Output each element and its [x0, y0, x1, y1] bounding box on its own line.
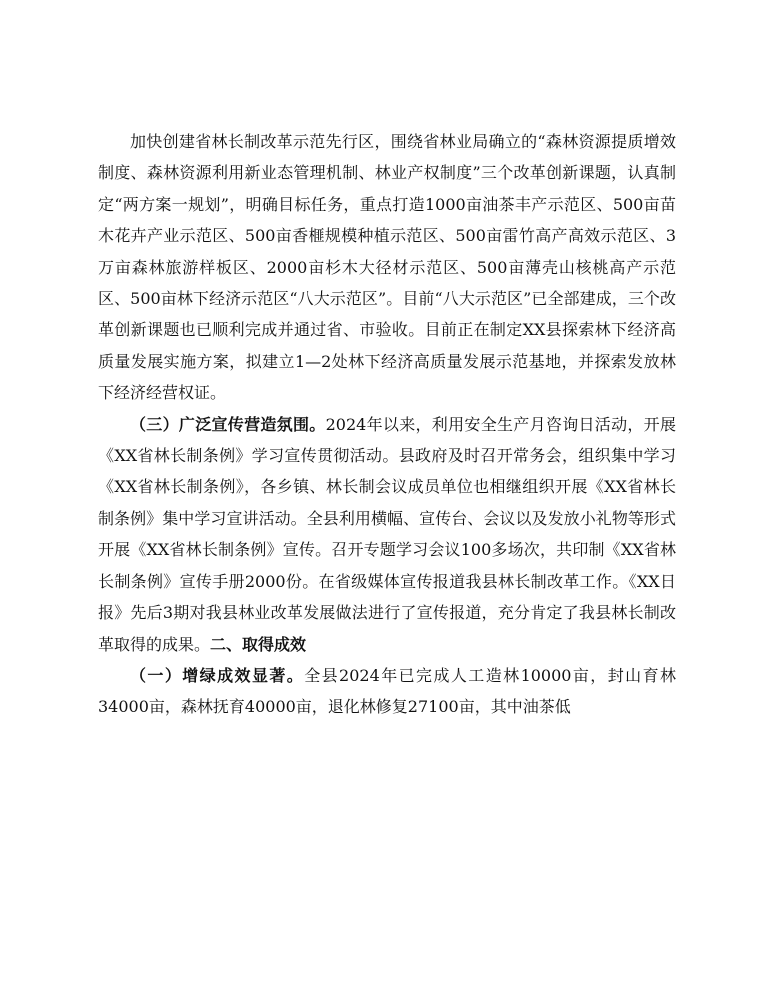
paragraph-text: 全县2024年已完成人工造林10000亩，封山育林34000亩，森林抚育40000亩，退化林修复27100亩，其中油茶低 — [98, 665, 676, 717]
paragraph-text: 2024年以来，利用安全生产月咨询日活动，开展《XX省林长制条例》学习宣传贯彻活动。县政府及时召开常务会，组织集中学习《XX省林长制条例》，各乡镇、林长制会议成员单位也相继组织开展《XX省林长制条例》集中学习宣讲活动。全县利用横幅、宣传台、会议以及发放小礼物等形式开展《XX省林长制条例》宣传。召开专题学习会议100多场次，共印制《XX省林长制条例》宣传手册2000份。在省级媒体宣传报道我县林长制改革工作。《XX日报》先后3期对我县林业改革发展做法进行了宣传报道，充分肯定了我县林长制改革取得的成果。 — [98, 414, 676, 654]
section-heading-achievements: 二、取得成效 — [210, 634, 307, 654]
paragraph-text: 加快创建省林长制改革示范先行区，围绕省林业局确立的“森林资源提质增效制度、森林资源利用新业态管理机制、林业产权制度”三个改革创新课题，认真制定“两方案一规划”，明确目标任务，重点打造1000亩油茶丰产示范区、500亩苗木花卉产业示范区、500亩香榧规模种植示范区、500亩雷竹高产高效示范区、3万亩森林旅游样板区、2000亩杉木大径材示范区、500亩薄壳山核桃高产示范区、500亩林下经济示范区“八大示范区”。目前“八大示范区”已全部建成，三个改革创新课题也已顺利完成并通过省、市验收。目前正在制定XX县探索林下经济高质量发展实施方案，拟建立1—2处林下经济高质量发展示范基地，并探索发放林下经济经营权证。 — [98, 132, 676, 403]
section-heading-publicity: （三）广泛宣传营造氛围。 — [130, 414, 326, 434]
paragraph-demonstration-zones — [98, 126, 676, 409]
paragraph-publicity — [98, 409, 676, 660]
paragraph-greening — [98, 660, 676, 723]
document-body — [98, 126, 676, 723]
section-heading-greening: （一）增绿成效显著。 — [130, 665, 305, 685]
